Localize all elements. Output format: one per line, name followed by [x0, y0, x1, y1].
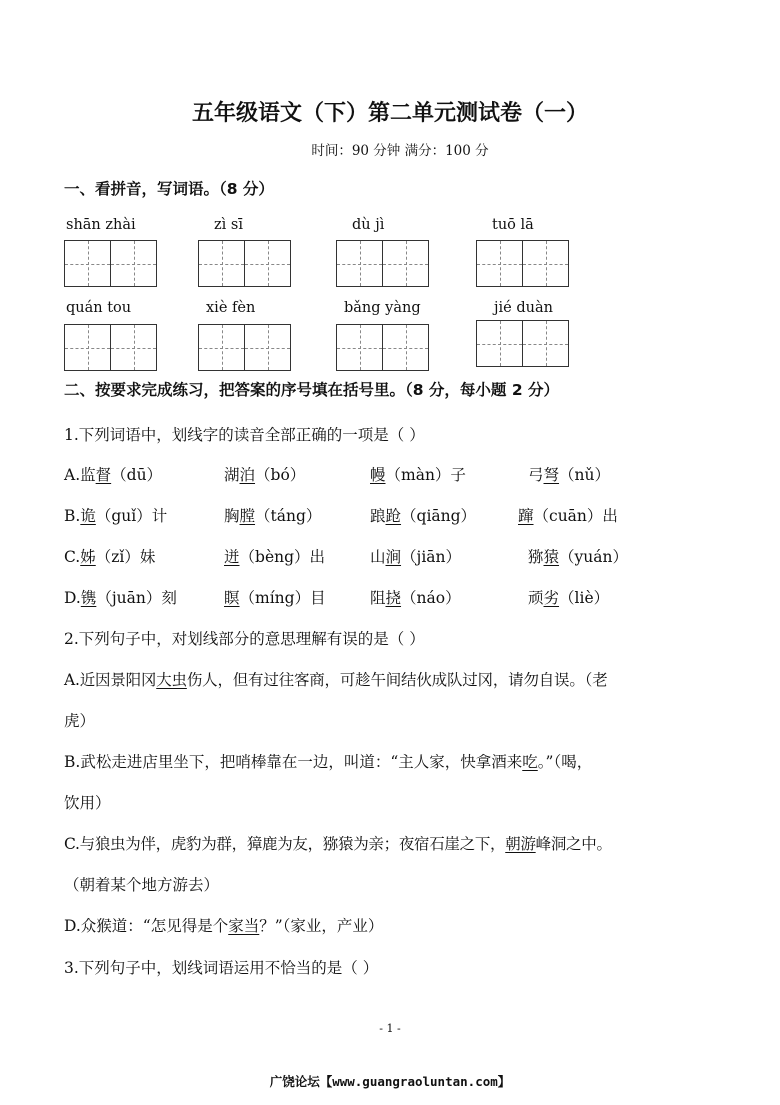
q3-stem: 3.下列句子中，划线词语运用不恰当的是（ ）: [64, 959, 379, 977]
pinyin-5: quán tou: [66, 300, 132, 316]
exam-meta: 时间：90 分钟 满分：100 分: [311, 143, 489, 159]
pinyin-4: tuō lā: [492, 217, 534, 233]
q2-option-c: C.与狼虫为伴，虎豹为群，獐鹿为友，猕猿为亲；夜宿石崖之下，朝游峰洞之中。: [64, 835, 612, 853]
q2-option-d: D.众猴道：“怎见得是个家当？”（家业，产业）: [64, 917, 384, 935]
section2-heading: 二、按要求完成练习，把答案的序号填在括号里。（8 分，每小题 2 分）: [64, 381, 560, 399]
page-number: - 1 -: [379, 1022, 401, 1035]
q2-option-b-cont: 饮用）: [64, 794, 111, 812]
q1-stem: 1.下列词语中，划线字的读音全部正确的一项是（ ）: [64, 426, 425, 444]
pinyin-1: shān zhài: [66, 217, 136, 233]
writing-grid-4[interactable]: [476, 240, 569, 287]
q2-stem: 2.下列句子中，对划线部分的意思理解有误的是（ ）: [64, 630, 425, 648]
pinyin-2: zì sī: [214, 217, 243, 233]
pinyin-3: dù jì: [352, 217, 385, 233]
writing-grid-1[interactable]: [64, 240, 157, 287]
q2-option-c-cont: （朝着某个地方游去）: [64, 876, 220, 894]
q2-option-b: B.武松走进店里坐下，把哨棒靠在一边，叫道：“主人家，快拿酒来吃。”（喝，: [64, 753, 593, 771]
writing-grid-7[interactable]: [336, 324, 429, 371]
writing-grid-2[interactable]: [198, 240, 291, 287]
pinyin-7: bǎng yàng: [344, 300, 421, 316]
q2-option-a: A.近因景阳冈大虫伤人，但有过往客商，可趁午间结伙成队过冈，请勿自误。（老: [64, 671, 608, 689]
footer-source: 广饶论坛【www.guangraoluntan.com】: [269, 1074, 511, 1089]
writing-grid-6[interactable]: [198, 324, 291, 371]
writing-grid-3[interactable]: [336, 240, 429, 287]
page-title: 五年级语文（下）第二单元测试卷（一）: [191, 101, 588, 126]
pinyin-8: jié duàn: [494, 300, 553, 316]
writing-grid-5[interactable]: [64, 324, 157, 371]
pinyin-6: xiè fèn: [206, 300, 256, 316]
q2-option-a-cont: 虎）: [64, 712, 96, 730]
writing-grid-8[interactable]: [476, 320, 569, 367]
section1-heading: 一、看拼音，写词语。（8 分）: [64, 180, 274, 198]
